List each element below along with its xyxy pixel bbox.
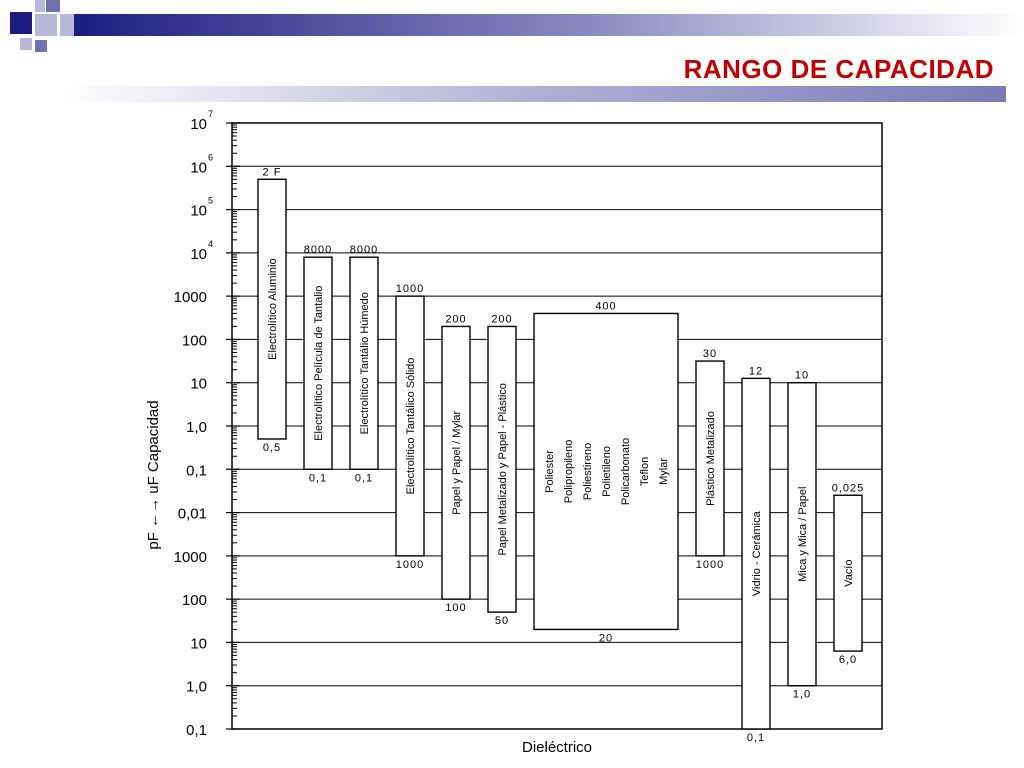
bar-name-label: Teflon [639,456,651,487]
y-tick-label: 0,1 [186,462,207,480]
bar-bottom-label: 1,0 [792,688,812,701]
y-tick-label: 100 [181,592,207,610]
y-tick-label: 10 [190,202,207,220]
bar-bottom-label: 0,1 [746,732,766,744]
bar-top-label: 8000 [303,244,333,257]
bar-bottom-label: 0,1 [354,472,374,485]
y-tick-label: 0,01 [177,505,207,523]
x-axis-label: Dieléctrico [521,739,593,756]
bar-top-label: 400 [595,300,617,313]
y-tick-exponent: 7 [208,109,214,119]
bar-top-label: 1000 [395,283,425,296]
bar-name-label: Papel y Papel / Mylar [451,410,463,515]
y-tick-label: 10 [190,116,207,133]
y-tick-label: 1,0 [186,419,207,436]
bar-name-label: Mica y Mica / Papel [797,486,809,582]
bar-name-label: Papel Metalizado y Papel - Plástico [497,383,509,556]
bar-bottom-label: 50 [494,615,510,628]
bar-name-label: Vacío [843,559,855,587]
bar-top-label: 0,025 [831,482,865,495]
y-tick-label: 1000 [173,289,207,307]
slide-title: RANGO DE CAPACIDAD [683,54,994,84]
y-tick-label: 0,1 [186,722,207,739]
bar-name-label: Electrolítico Película de Tantalio [313,285,325,441]
y-tick-exponent: 6 [208,152,214,163]
bar-top-label: 10 [794,369,810,382]
bar-bottom-label: 6,0 [838,654,858,667]
y-tick-exponent: 4 [208,238,214,249]
y-tick-label: 10 [190,375,207,393]
bar-top-label: 8000 [349,244,379,257]
bar-name-label: Policarbonato [620,437,632,506]
y-axis-label: pF ←→ uF Capacidad [145,400,162,550]
bar-name-label: Electrolítico Aluminio [267,258,279,360]
bar-bottom-label: 0,1 [308,472,328,485]
bar-bottom-label: 0,5 [262,441,282,454]
bar-bottom-label: 100 [445,602,467,615]
bar-top-label: 30 [702,348,718,361]
bar-name-label: Vidrio - Cerámica [751,511,763,597]
bar-bottom-label: 20 [598,632,614,645]
y-tick-label: 10 [190,159,207,177]
bar-top-label: 12 [748,365,764,378]
bar-bottom-label: 1000 [395,558,425,571]
y-tick-exponent: 5 [208,195,214,206]
bar-name-label: Plástico Metalizado [705,411,717,506]
y-tick-label: 1,0 [186,678,207,696]
bar-name-label: Polietileno [601,446,613,497]
bar-name-label: Poliestireno [582,442,594,501]
bar-top-label: 2 F [262,166,282,179]
bar-name-label: Electrolítico Tantálico Sólido [405,357,417,495]
bar-top-label: 200 [445,313,467,326]
y-tick-label: 100 [181,332,207,350]
bar-name-label: Poliester [544,450,556,493]
bar-name-label: Electrolítico Tantálio Húmedo [359,292,371,435]
y-tick-label: 10 [190,245,207,263]
y-tick-label: 10 [190,635,207,653]
bar-name-label: Mylar [658,458,670,485]
bar-name-label: Polipropileno [563,439,575,504]
bar-bottom-label: 1000 [695,558,725,571]
bar-top-label: 200 [491,313,513,326]
y-tick-label: 1000 [173,548,207,566]
